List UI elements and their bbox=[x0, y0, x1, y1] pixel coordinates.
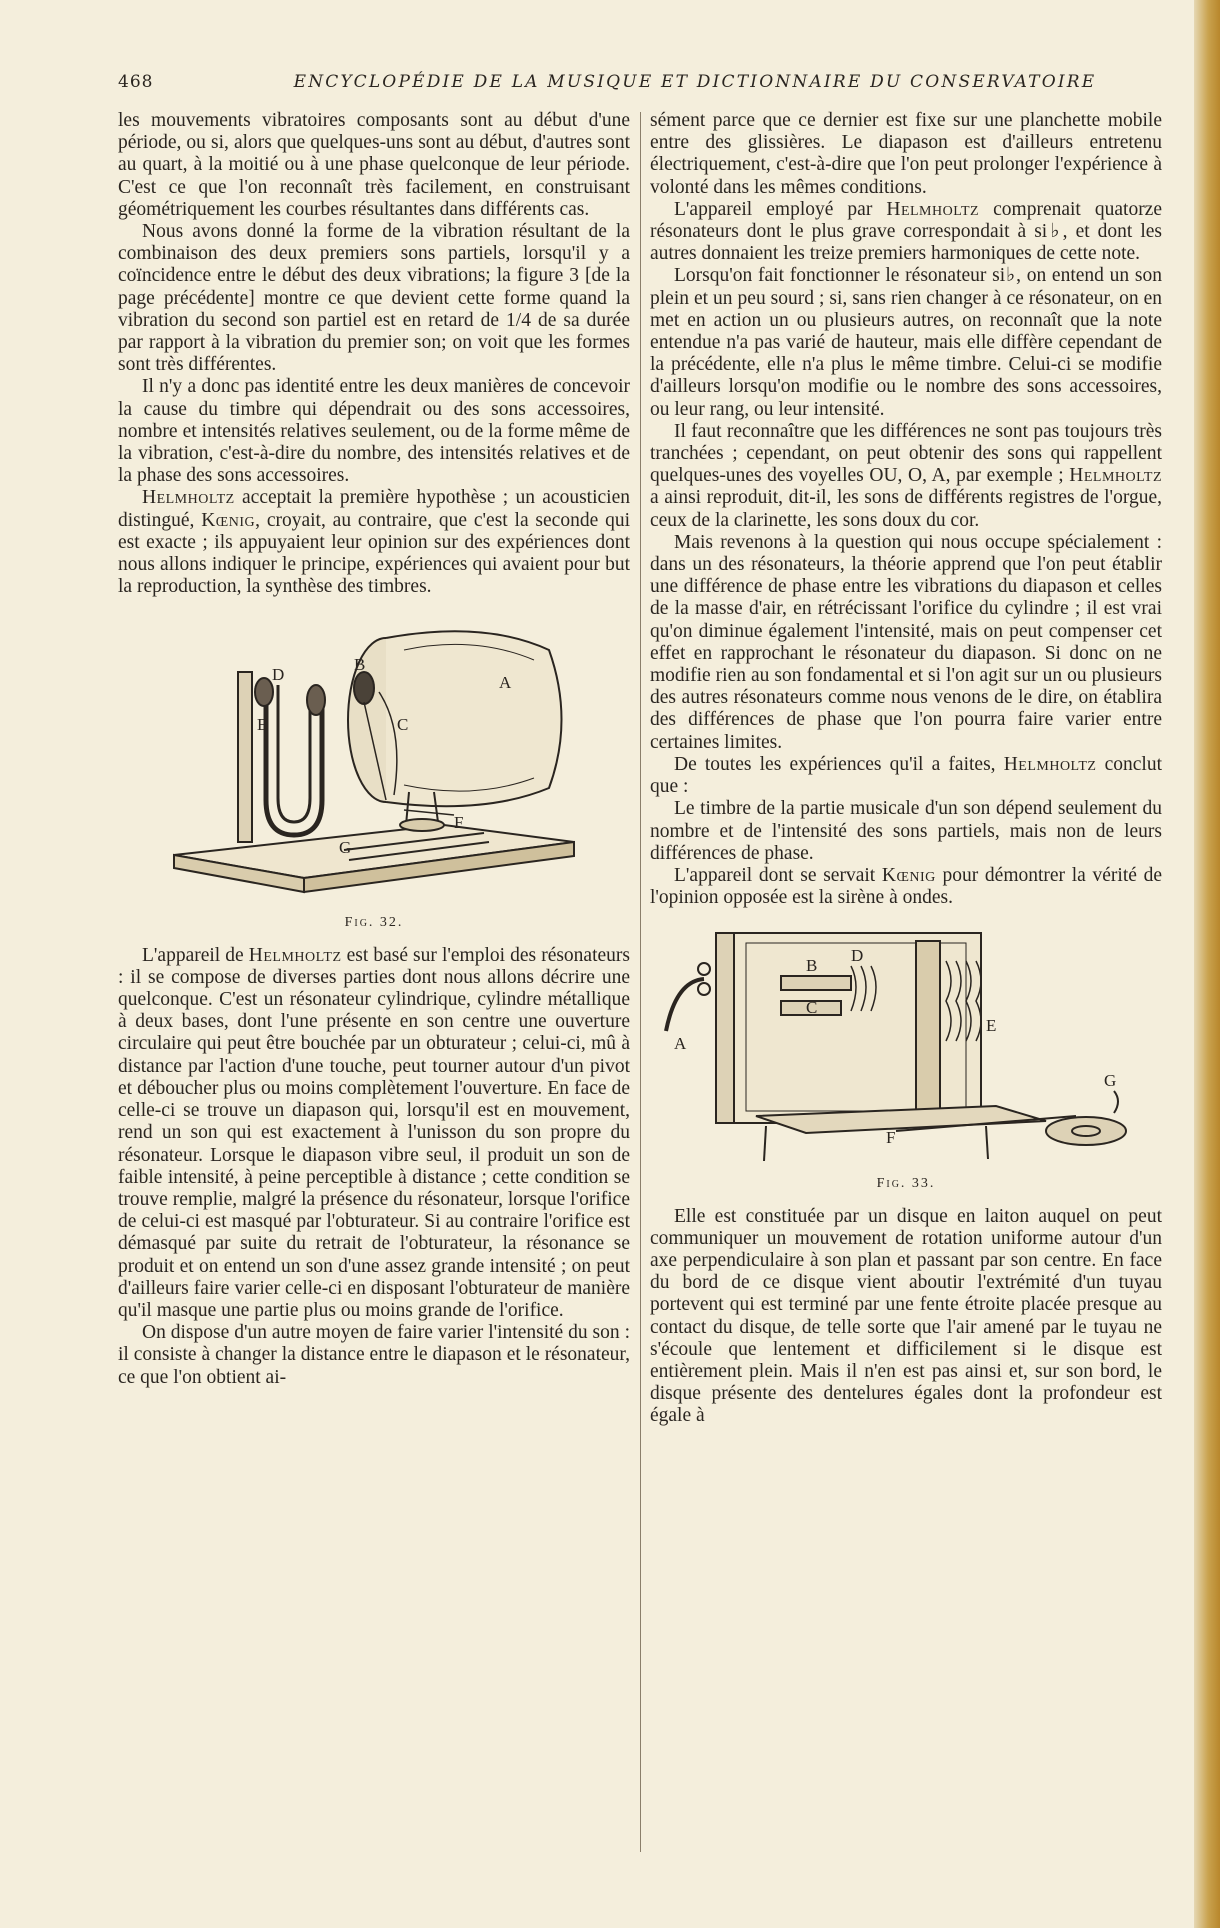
figure-label-e: E bbox=[257, 715, 268, 735]
figure-label-b: B bbox=[806, 956, 818, 976]
left-column bbox=[118, 110, 630, 1389]
figure-33 bbox=[650, 921, 1162, 1195]
paragraph: On dispose d'un autre moyen de faire varier l'intensité du son : il consiste à changer la distance entre le diapason et le résonateur, ce que l'on obtient ai- bbox=[118, 1322, 630, 1388]
paragraph: L'appareil de Helmholtz est basé sur l'emploi des résonateurs : il se compose de diverses parties dont nous allons décrire une quelconque. C'est un résonateur cylindrique, cylindre métallique à deux bases, dont l'une présente en son centre une ouverture circulaire qui peut être bouchée par un obturateur ; celui-ci, mû à distance par l'action d'une touche, peut tourner autour d'un pivot et déboucher plus ou moins complètement l'ouverture. En face de celle-ci se trouve un diapason qui, lorsqu'il est en mouvement, rend un son qui est exactement à l'unisson du son propre du résonateur. Lorsque le diapason vibre seul, il produit un son de faible intensité, à peine perceptible à distance ; cette condition se trouve remplie, malgré la présence du résonateur, lorsque l'orifice de celui-ci est masqué par l'obturateur. Si au contraire l'orifice est démasqué par suite du retrait de l'obturateur, la résonance se produit et on entend un son d'une assez grande intensité ; on peut d'ailleurs faire varier celle-ci en disposant l'obturateur de manière qu'il masque une partie plus ou moins grande de l'orifice. bbox=[118, 944, 630, 1321]
figure-label-c: C bbox=[397, 715, 409, 735]
quotation: Le timbre de la partie musicale d'un son dépend seulement du nombre et de l'intensité des sons partiels, mais non de leurs différences de phase. bbox=[650, 798, 1162, 864]
figure-label-g: G bbox=[1104, 1071, 1117, 1091]
figure-label-a: A bbox=[499, 673, 512, 693]
paragraph: De toutes les expériences qu'il a faites, Helmholtz conclut que : bbox=[650, 753, 1162, 798]
paragraph: Elle est constituée par un disque en laiton auquel on peut communiquer un mouvement de rotation uniforme autour d'un axe perpendiculaire à son plan et passant par son centre. En face du bord de ce disque vient aboutir l'extrémité d'un tuyau portevent qui est terminé par une fente étroite placée presque au contact du disque, de telle sorte que l'air amené par le tuyau ne s'écoule que lentement et difficilement si le disque est entièrement plein. Mais il n'en est pas ainsi et, sur son bord, le disque présente des dentelures égales dont la profondeur est égale à bbox=[650, 1205, 1162, 1427]
author-name: Helmholtz bbox=[1003, 753, 1097, 775]
paragraph: Il faut reconnaître que les différences ne sont pas toujours très tranchées ; cependant, on peut obtenir des sons qui rappellent quelques-unes des voyelles OU, O, A, par exemple ; Helmholtz a ainsi reproduit, dit-il, les sons de différents registres de l'orgue, ceux de la clarinette, les sons doux du cor. bbox=[650, 420, 1162, 531]
column-rule bbox=[640, 112, 641, 1852]
figure-label-d: D bbox=[272, 665, 285, 685]
page-edge bbox=[1194, 0, 1220, 1928]
figure-label-a: A bbox=[674, 1034, 687, 1054]
paragraph: sément parce que ce dernier est fixe sur une planchette mobile entre des glissières. Le diapason est d'ailleurs entretenu électriquement, c'est-à-dire que l'on peut prolonger l'expérience à volonté dans les mêmes conditions. bbox=[650, 110, 1162, 198]
wave-siren-illustration bbox=[656, 921, 1156, 1171]
paragraph: Il n'y a donc pas identité entre les deux manières de concevoir la cause du timbre qui dépendrait ou des sons accessoires, nombre et intensités relatives seulement, ou de la forme même de la vibration, c'est-à-dire du nombre, des intensités relatives et de la phase des sons accessoires. bbox=[118, 376, 630, 487]
author-name: Kœnig bbox=[201, 509, 256, 531]
figure-label-g: G bbox=[339, 838, 352, 858]
paragraph: L'appareil dont se servait Kœnig pour démontrer la vérité de l'opinion opposée est la sirène à ondes. bbox=[650, 864, 1162, 909]
author-name: Helmholtz bbox=[886, 198, 980, 220]
paragraph: L'appareil employé par Helmholtz comprenait quatorze résonateurs dont le plus grave correspondait à si♭, et dont les autres donnaient les treize premiers harmoniques de cette note. bbox=[650, 198, 1162, 265]
paragraph: Helmholtz acceptait la première hypothèse ; un acousticien distingué, Kœnig, croyait, au contraire, que c'est la seconde qui est exacte ; ils appuyaient leur opinion sur des expériences dont nous allons indiquer le principe, expériences qui avaient pour but la reproduction, la synthèse des timbres. bbox=[118, 487, 630, 598]
author-name: Helmholtz bbox=[248, 944, 342, 966]
resonator-apparatus-illustration bbox=[154, 610, 594, 910]
figure-32 bbox=[118, 610, 630, 934]
figure-label-d: D bbox=[851, 946, 864, 966]
figure-caption: Fig. 33. bbox=[876, 1176, 936, 1192]
author-name: Kœnig bbox=[881, 864, 936, 886]
right-column bbox=[650, 110, 1162, 1428]
page-number: 468 bbox=[118, 72, 154, 92]
page-header bbox=[110, 72, 1150, 100]
figure-label-b: B bbox=[354, 655, 366, 675]
figure-label-e: E bbox=[986, 1016, 997, 1036]
paragraph: Nous avons donné la forme de la vibration résultant de la combinaison des deux premiers sons partiels, lorsqu'il y a coïncidence entre le début des deux vibrations; la figure 3 [de la page précédente] montre ce que devient cette forme quand la vibration du second son partiel est en retard de 1/4 de sa durée par rapport à la vibration du premier son; on voit que les formes sont très différentes. bbox=[118, 221, 630, 376]
running-head: ENCYCLOPÉDIE DE LA MUSIQUE ET DICTIONNAIRE DU CONSERVATOIRE bbox=[293, 72, 1097, 92]
figure-label-f: F bbox=[454, 813, 464, 833]
figure-label-c: C bbox=[806, 998, 818, 1018]
paragraph: les mouvements vibratoires composants sont au début d'une période, ou si, alors que quelques-uns sont au début, d'autres sont au quart, à la moitié ou à une phase quelconque de leur période. C'est ce que l'on reconnaît très facilement, en construisant géométriquement les courbes résultantes dans différents cas. bbox=[118, 110, 630, 220]
figure-label-f: F bbox=[886, 1128, 896, 1148]
figure-caption: Fig. 32. bbox=[344, 915, 404, 931]
author-name: Helmholtz bbox=[1069, 465, 1162, 487]
author-name: Helmholtz bbox=[142, 487, 235, 509]
paragraph: Mais revenons à la question qui nous occupe spécialement : dans un des résonateurs, la théorie apprend que l'on peut établir une différence de phase entre les vibrations du diapason et celles de la masse d'air, en rétrécissant l'orifice du cylindre ; il est vrai qu'on diminue également l'intensité, mais on peut compenser cet effet en rapprochant le résonateur du diapason. Si donc on ne modifie rien au son fondamental et si l'on agit sur un ou plusieurs des autres résonateurs comme nous venons de le dire, on établira des différences de phase que l'on pourra faire varier entre certaines limites. bbox=[650, 531, 1162, 753]
paragraph: Lorsqu'on fait fonctionner le résonateur si♭, on entend un son plein et un peu sourd ; si, sans rien changer à ce résonateur, on en met en action un ou plusieurs autres, on reconnaît que la note entendue n'a pas varié de hauteur, mais elle diffère cependant de la précédente, elle n'a plus le même timbre. Celui-ci se modifie d'ailleurs lorsqu'on modifie ou le nombre des sons accessoires, ou leur rang, ou leur intensité. bbox=[650, 265, 1162, 420]
